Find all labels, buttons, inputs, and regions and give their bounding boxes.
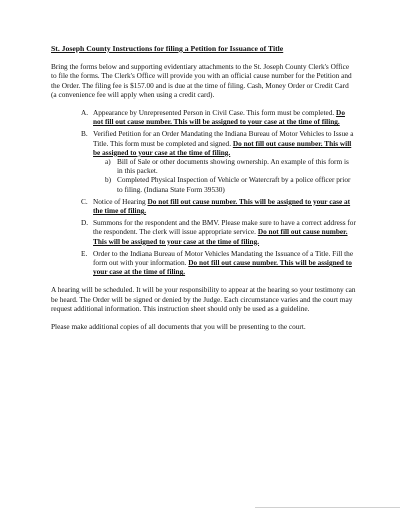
cause-number-warning: Do not fill out cause number. This will be assigned to your case at the time of filing.	[93, 227, 348, 246]
intro-paragraph: Bring the forms below and supporting evidentiary attachments to the St. Joseph County Clerk's Office to file the forms. The Clerk's Office will provide you with an official cause number for the Petition and the Order. The filing fee is $157.00 and is due at the time of filing. Cash, Money Order or Credit Card (a convenience fee will apply when using a credit card).	[51, 62, 352, 99]
item-text: Appearance by Unrepresented Person in Civil Case. This form must be completed.	[93, 108, 335, 118]
cause-number-warning: Do not fill out cause number. This will be assigned to your case at the time of filing.	[93, 108, 345, 127]
page-title: St. Joseph County Instructions for filing a Petition for Issuance of Title	[51, 44, 284, 53]
list-marker: B.	[81, 129, 88, 139]
list-item-e	[81, 249, 356, 277]
cause-number-warning: Do not fill out cause number. This will be assigned to your case at the time of filing.	[93, 138, 352, 157]
item-text: Notice of Hearing	[93, 196, 146, 206]
list-item-b	[81, 129, 356, 193]
cause-number-warning: Do not fill out cause number. This will be assigned to your case at the time of filing.	[93, 196, 351, 216]
sub-item-text: Bill of Sale or other documents showing ownership. An example of this form is in this packet.	[117, 157, 349, 176]
list-marker: D.	[81, 218, 89, 228]
list-item-d	[81, 218, 356, 246]
copies-paragraph: Please make additional copies of all documents that you will be presenting to the court.	[51, 322, 306, 332]
list-marker: C.	[81, 196, 88, 206]
item-text: Summons for the respondent and the BMV. Please make sure to have a correct address for the respondent. The clerk will issue appropriate service.	[93, 218, 356, 237]
list-item-c	[81, 197, 356, 215]
sub-marker: a)	[105, 157, 111, 167]
item-text: Verified Petition for an Order Mandating the Indiana Bureau of Motor Vehicles to Issue a Title. This form must be completed and signed.	[93, 129, 354, 148]
sub-item-a	[105, 157, 356, 175]
sub-item-text: Completed Physical Inspection of Vehicle or Watercraft by a police officer prior to filing. (Indiana State Form 39530)	[117, 175, 351, 194]
list-marker: E.	[81, 248, 88, 258]
list-item-a	[81, 108, 356, 126]
sub-marker: b)	[105, 175, 112, 185]
hearing-paragraph: A hearing will be scheduled. It will be your responsibility to appear at the hearing so your testimony can be heard. The Order will be signed or denied by the Judge. Each circumstance varies and the court may request additional information. This instruction sheet should only be used as a guideline.	[51, 285, 356, 313]
forms-list	[51, 108, 356, 276]
list-marker: A.	[81, 108, 89, 118]
cause-number-warning: Do not fill out cause number. This will be assigned to your case at the time of filing.	[93, 258, 352, 277]
item-text: Order to the Indiana Bureau of Motor Vehicles Mandating the Issuance of a Title. Fill the form out with your information.	[93, 248, 354, 268]
footer-rule	[255, 507, 400, 508]
sub-item-b	[105, 175, 356, 193]
sub-list	[93, 157, 356, 194]
